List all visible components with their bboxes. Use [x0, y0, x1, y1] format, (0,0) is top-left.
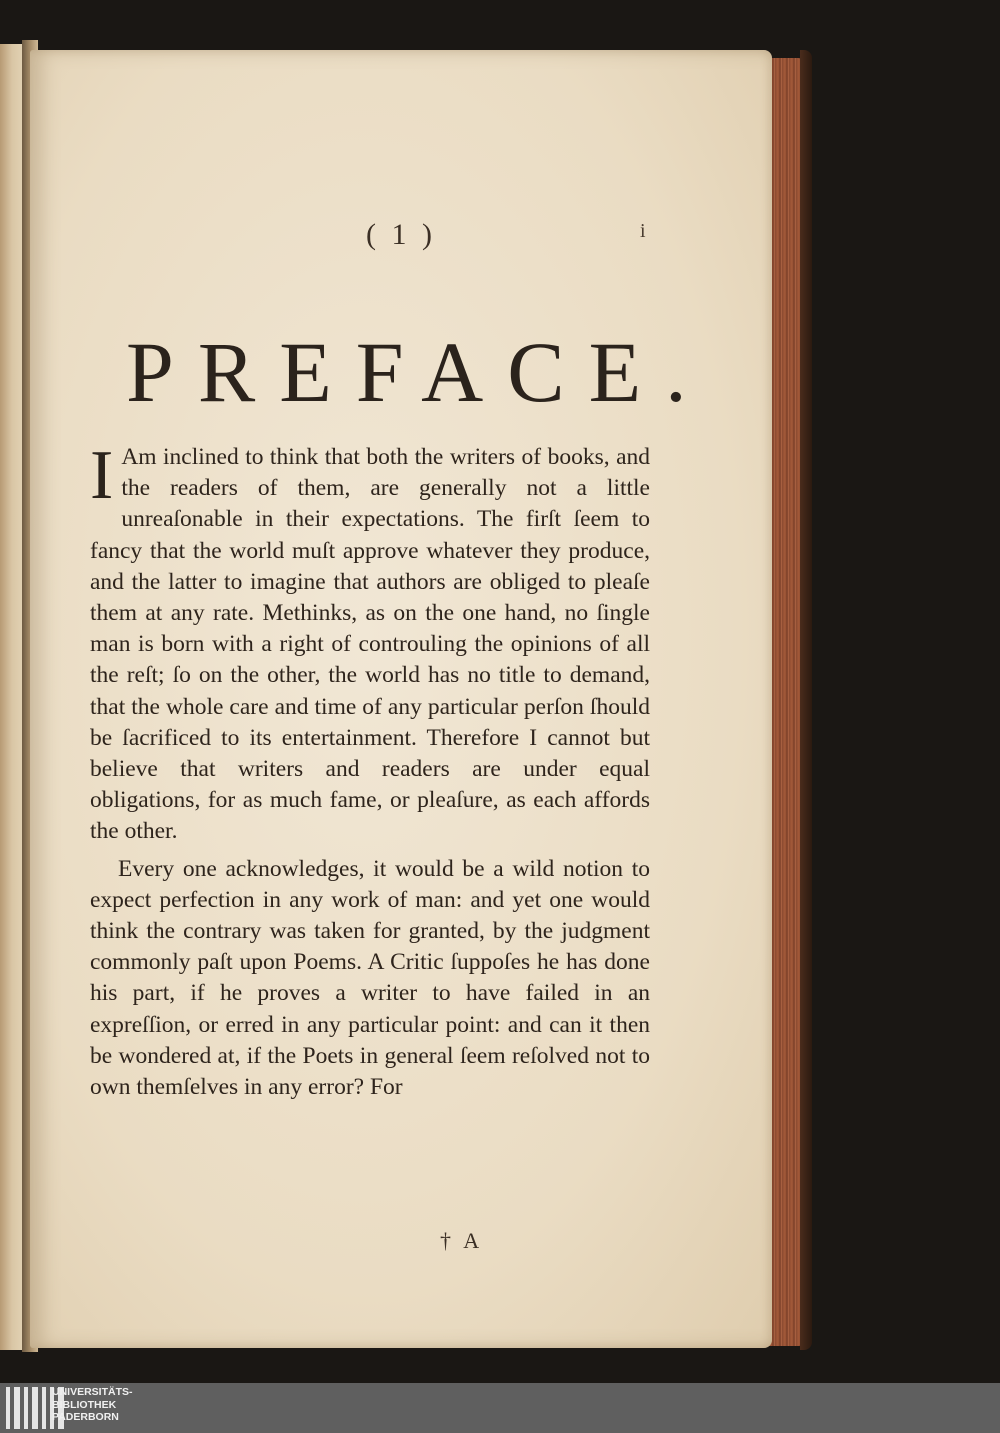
library-name-line-1: UNIVERSITÄTS- [52, 1386, 133, 1398]
book-cover-edge [800, 50, 812, 1350]
paragraph-1-text: Am inclined to think that both the writers of books, and the readers of them, are generally not a little unreaſonable in their expectations. The firſt ſeem to fancy that the world muſt approve whatever they produce, and the latter to imagine that authors are obliged to pleaſe them at any rate. Methinks, as on the one hand, no ſingle man is born with a right of controuling the opinions of all the reſt; ſo on the other, the world has no title to demand, that the whole care and time of any particular perſon ſhould be ſacrificed to its entertainment. Therefore I cannot but believe that writers and readers are under equal obligations, for as much fame, or pleaſure, as each affords the other. [90, 444, 650, 845]
paragraph-2: Every one acknowledges, it would be a wild notion to expect perfection in any work of man: and yet one would think the contrary was taken for granted, by the judgment commonly paſt upon Poems. A Critic ſuppoſes he has done his part, if he proves a writer to have failed in an expreſſion, or erred in any particular point: and can it then be wondered at, if the Poets in general ſeem reſolved not to own themſelves in any error? For [90, 855, 650, 1101]
corner-mark: i [640, 220, 646, 242]
library-name [52, 1386, 133, 1424]
library-footer [0, 1383, 1000, 1433]
signature-mark: † A [440, 1228, 484, 1253]
library-name-line-2: BIBLIOTHEK [52, 1398, 117, 1411]
body-text [90, 437, 650, 1103]
drop-cap: I [90, 437, 114, 514]
book-page [30, 50, 772, 1348]
page-heading: PREFACE. [126, 324, 711, 420]
paragraph-1 [90, 437, 650, 848]
library-name-line-3: PADERBORN [52, 1411, 119, 1423]
page-folio: ( 1 ) [366, 218, 436, 251]
